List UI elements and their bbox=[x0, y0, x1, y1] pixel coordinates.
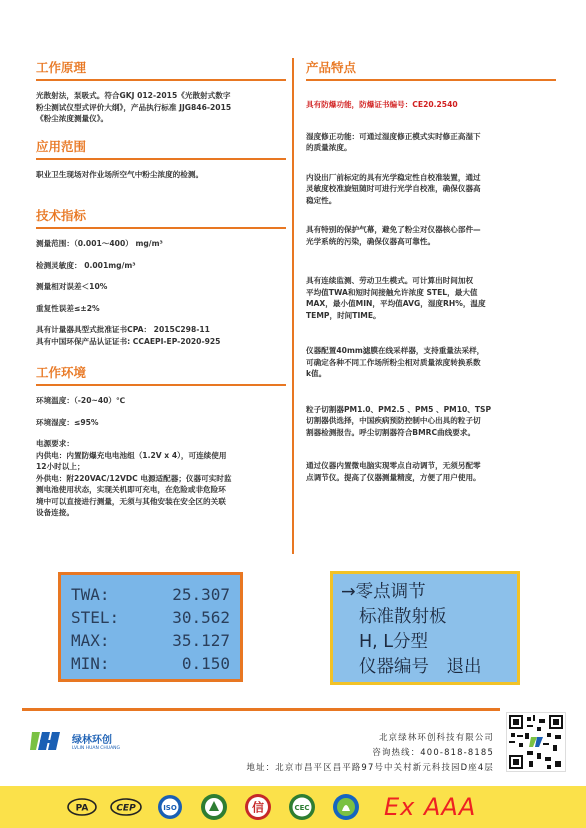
principle-line: 《粉尘浓度测量仪》。 bbox=[36, 114, 109, 123]
iso-mark-icon bbox=[154, 793, 186, 821]
lcd-value: 35.127 bbox=[172, 631, 230, 650]
lcd-menu-item-serial-exit: 仪器编号 退出 bbox=[359, 657, 482, 677]
feature-line: 稳定性。 bbox=[306, 195, 337, 205]
logo-name-en: LVLIN HUAN CHUANG bbox=[72, 746, 121, 751]
feature-line: 仪器配置40mm滤膜在线采样器，支持重量法采样， bbox=[306, 346, 485, 355]
pa-mark-icon bbox=[66, 793, 98, 821]
ex-aaa-mark: Ex AAA bbox=[384, 793, 477, 821]
specs-title: 技术指标 bbox=[36, 206, 286, 229]
lcd-row-twa bbox=[71, 583, 230, 606]
footer-rule bbox=[22, 708, 500, 711]
hotline: 咨询热线：400-818-8185 bbox=[372, 747, 494, 757]
lcd-label: TWA: bbox=[71, 585, 110, 604]
feature-line: 粒子切割器PM1.0、PM2.5 、PM5 、PM10、TSP bbox=[306, 404, 492, 414]
feature-line: 通过仪器内置微电脑实现零点自动调节，无须另配零 bbox=[306, 461, 481, 470]
company-name: 北京绿林环创科技有限公司 bbox=[379, 732, 494, 742]
environment-title: 工作环境 bbox=[36, 363, 286, 386]
lcd-value: 30.562 bbox=[172, 608, 230, 627]
feature-line: 割器检测报告。呼尘切割器符合BMRC曲线要求。 bbox=[306, 427, 476, 437]
feature-line: 具有特别的保护气幕，避免了粉尘对仪器核心部件— bbox=[306, 225, 481, 234]
lcd-menu-item-zero: →零点调节 bbox=[341, 582, 426, 602]
feature-line: 点调节仪。提高了仪器测量精度，方便了用户使用。 bbox=[306, 472, 481, 482]
lcd-row-max bbox=[71, 629, 230, 652]
right-column bbox=[306, 58, 556, 483]
company-logo bbox=[30, 728, 120, 754]
lcd-label: MAX: bbox=[71, 631, 110, 650]
svg-text:ISO: ISO bbox=[163, 804, 177, 812]
svg-text:CEC: CEC bbox=[294, 804, 310, 812]
env-item: 环境温度：（-20~40）℃ bbox=[36, 396, 126, 405]
feature-line: TEMP，时间TIME。 bbox=[306, 310, 381, 320]
feature-block bbox=[306, 460, 556, 483]
svg-text:PA: PA bbox=[75, 803, 89, 814]
power-line: 外供电：附220VAC/12VDC 电源适配器；仪器可实时监 bbox=[36, 473, 232, 483]
lcd-display-menu bbox=[330, 571, 520, 685]
feature-line: 灵敏度校准旋钮随时可进行光学自校准，确保仪器高 bbox=[306, 184, 481, 193]
lcd-menu-item-scatter-plate: 标准散射板 bbox=[359, 607, 447, 627]
left-column bbox=[36, 58, 286, 519]
env-item: 环境湿度：≤95% bbox=[36, 417, 99, 427]
credit-mark-icon bbox=[242, 793, 274, 821]
qr-code-icon bbox=[506, 712, 566, 772]
lcd-row-stel bbox=[71, 606, 230, 629]
seal-icon bbox=[198, 793, 230, 821]
feature-line: 具有连续监测、劳动卫生模式。可计算出时间加权 bbox=[306, 276, 474, 285]
lcd-display-readings bbox=[58, 572, 243, 682]
lcd-menu-item-type: H, L分型 bbox=[359, 632, 429, 652]
application-title: 应用范围 bbox=[36, 137, 286, 160]
feature-line: 湿度修正功能：可通过湿度修正模式实时修正高湿下 bbox=[306, 131, 481, 141]
power-line: 境中可以直接进行测量，无须与其他安装在安全区的关联 bbox=[36, 496, 226, 506]
feature-line: 切割器供选择，中国疾病预防控制中心出具的粒子切 bbox=[306, 416, 481, 425]
principle-title: 工作原理 bbox=[36, 58, 286, 81]
address: 地址：北京市昌平区昌平路97号中关村新元科技园D座4层 bbox=[246, 762, 494, 772]
lcd-label: MIN: bbox=[71, 654, 110, 673]
lcd-row-min bbox=[71, 652, 230, 675]
feature-line: 的质量浓度。 bbox=[306, 143, 352, 152]
spec-item: 重复性误差≤±2% bbox=[36, 303, 100, 313]
feature-line: 光学系统的污染，确保仪器高可靠性。 bbox=[306, 236, 436, 246]
svg-text:CEP: CEP bbox=[116, 803, 136, 814]
cec-mark-icon bbox=[286, 793, 318, 821]
principle-line: 粉尘测试仪型式评价大纲》，产品执行标准 JJG846-2015 bbox=[36, 102, 232, 112]
lcd-value: 25.307 bbox=[172, 585, 230, 604]
principle-line: 光散射法，泵吸式。符合GKJ 012-2015《光散射式数字 bbox=[36, 91, 231, 100]
contact-info bbox=[247, 730, 494, 775]
cert-line: 具有中国环保产品认证证书: CCAEPI-EP-2020-925 bbox=[36, 336, 221, 346]
column-divider bbox=[292, 58, 294, 554]
features-title: 产品特点 bbox=[306, 58, 556, 81]
feature-block bbox=[306, 172, 556, 207]
spec-item: 检测灵敏度： 0.001mg/m³ bbox=[36, 260, 136, 270]
principle-text bbox=[36, 90, 286, 125]
power-line: 设备连接。 bbox=[36, 508, 74, 517]
application-text: 职业卫生现场对作业场所空气中粉尘浓度的检测。 bbox=[36, 169, 204, 179]
feature-block bbox=[306, 224, 556, 247]
feature-block bbox=[306, 404, 556, 439]
power-line: 内供电：内置防爆充电电池组（1.2V x 4），可连续使用 bbox=[36, 450, 227, 460]
lcd-label: STEL: bbox=[71, 608, 120, 627]
power-line: 12小时以上； bbox=[36, 462, 85, 471]
feature-block bbox=[306, 345, 556, 380]
explosion-proof-highlight: 具有防爆功能，防爆证书编号：CE20.2540 bbox=[306, 100, 458, 109]
feature-block bbox=[306, 275, 556, 321]
feature-line: 平均值TWA和短时间接触允许浓度 STEL，最大值 bbox=[306, 287, 478, 297]
cep-mark-icon bbox=[110, 793, 142, 821]
power-line: 测电池使用状态，实现关机即可充电，在危险或非危险环 bbox=[36, 485, 226, 494]
spec-item: 测量范围：（0.001～400） mg/m³ bbox=[36, 239, 163, 248]
certification-strip bbox=[0, 786, 586, 828]
cert-line: 具有计量器具型式批准证书CPA： 2015C298-11 bbox=[36, 325, 210, 334]
svg-text:信: 信 bbox=[251, 800, 265, 815]
power-line: 电源要求： bbox=[36, 439, 74, 448]
environment-list bbox=[36, 395, 286, 519]
logo-name: 绿林环创 bbox=[72, 735, 112, 746]
lcd-value: 0.150 bbox=[181, 654, 230, 673]
feature-line: MAX，最小值MIN，平均值AVG，湿度RH%，温度 bbox=[306, 299, 486, 308]
emblem-icon bbox=[330, 793, 362, 821]
feature-line: 内设出厂前标定的具有光学稳定性自校准装置，通过 bbox=[306, 172, 481, 182]
feature-line: 可确定各种不同工作场所粉尘相对质量浓度转换系数 bbox=[306, 357, 481, 367]
spec-item: 测量相对误差＜10% bbox=[36, 282, 108, 291]
feature-block bbox=[306, 131, 556, 154]
feature-line: k值。 bbox=[306, 369, 327, 378]
logo-mark-icon bbox=[30, 728, 66, 754]
specs-list bbox=[36, 238, 286, 347]
